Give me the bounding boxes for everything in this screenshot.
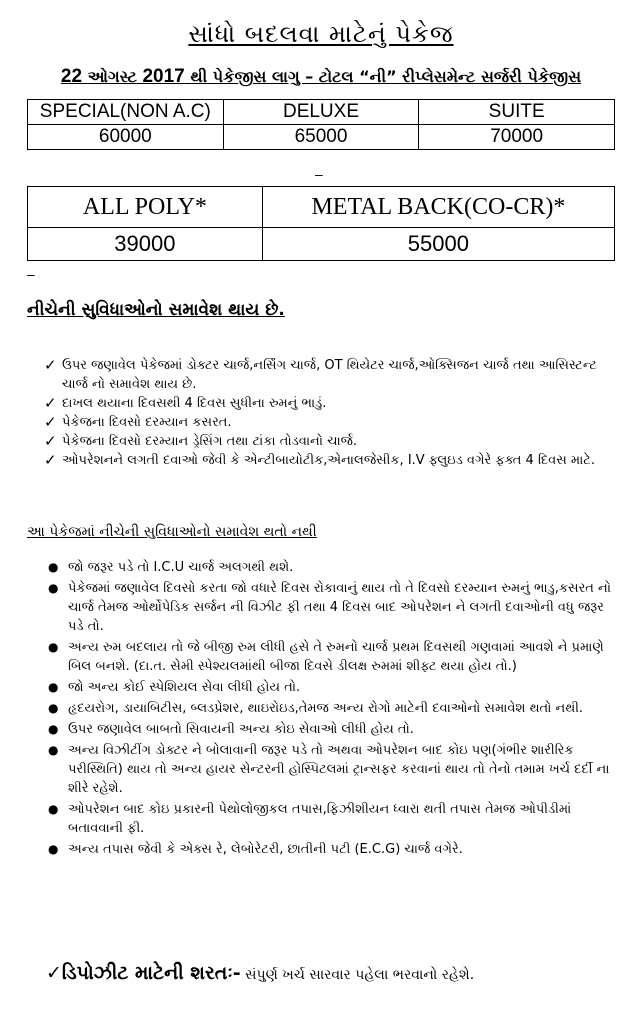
implant-price-table [27, 186, 615, 261]
separator-dash: – [27, 266, 35, 282]
included-item: ✓ દાખલ થયાના દિવસથી 4 દિવસ સુધીના રુમનું ભાડું. [44, 394, 618, 413]
room-type-deluxe: DELUXE [223, 100, 419, 125]
effective-date-subtitle [0, 66, 642, 88]
room-price-table [27, 99, 615, 150]
page-title: સાંધો બદલવા માટેનું પેકેજ [188, 20, 454, 48]
implant-header-row [28, 187, 615, 228]
excluded-heading: આ પેકેજમાં નીચેની સુવિધાઓનો સમાવેશ થતો નથી [27, 524, 317, 540]
price-special: 60000 [28, 125, 224, 150]
price-all-poly: 39000 [28, 228, 263, 261]
room-type-special: SPECIAL(NON A.C) [28, 100, 224, 125]
excluded-item: ● પેકેજમાં જણાવેલ દિવસો કરતા જો વધારે દિવસ રોકાવાનું થાય તો તે દિવસો દરમ્યાન રુમનું ભાડુ,કસરત નો ચાર્જ તેમજ ઓર્થોપેડિક સર્જન ની વિઝીટ ફી તથા 4 દિવસ બાદ ઓપરેશન ને લગતી દવાઓની વધુ જરૂર પડે તો. [46, 579, 618, 636]
deposit-terms [46, 962, 626, 984]
included-item: ✓ પેકેજના દિવસો દરમ્યાન કસરત. [44, 413, 618, 432]
included-item: ✓ ઉપર જણાવેલ પેકેજમાં ડોક્ટર ચાર્જ,નર્સિંગ ચાર્જ, OT થિયેટર ચાર્જ,ઓક્સિજન ચાર્જ તથા આસિસ્ટન્ટ ચાર્જ નો સમાવેશ થાય છે. [44, 356, 618, 394]
room-price-value-row [28, 125, 615, 150]
price-deluxe: 65000 [223, 125, 419, 150]
excluded-item: ● અન્ય રુમ બદલાય તો જે બીજી રુમ લીધી હસે તે રુમનો ચાર્જ પ્રથમ દિવસથી ગણવામાં આવશે ને પ્રમાણે બિલ બનશે. (દા.ત. સેમી સ્પેશ્યલમાંથી બીજા દિવસે ડીલક્ષ રુમમાં શીફ્ટ થયા હોય તો.) [46, 638, 618, 676]
excluded-item: ● જો અન્ય કોઈ સ્પેશિયલ સેવા લીધી હોય તો. [46, 678, 618, 697]
excluded-item: ● અન્ય તપાસ જેવી કે એક્સ રે, લેબોરેટરી, છાતીની પટી (E.C.G) ચાર્જ વગેરે. [46, 840, 618, 859]
implant-metal-back: METAL BACK(CO-CR)* [262, 187, 614, 228]
price-suite: 70000 [419, 125, 615, 150]
included-heading: નીચેની સુવિધાઓનો સમાવેશ થાય છે. [27, 300, 285, 320]
subtitle-month: ઓગસ્ટ [87, 67, 137, 86]
deposit-text: સંપુર્ણ ખર્ચ સારવાર પહેલા ભરવાનો રહેશે. [245, 967, 475, 983]
subtitle-year: 2017 [142, 66, 185, 87]
implant-value-row [28, 228, 615, 261]
included-item: ✓ પેકેજના દિવસો દરમ્યાન ડ્રેસિંગ તથા ટાંકા તોડવાનો ચાર્જ. [44, 432, 618, 451]
excluded-list [46, 558, 618, 861]
subtitle-text: થી પેકેજીસ લાગુ – ટોટલ “ની” રીપ્લેસમેન્ટ સર્જરી પેકેજીસ [190, 67, 582, 86]
excluded-item: ● જો જરૂર પડે તો I.C.U ચાર્જ અલગથી થશે. [46, 558, 618, 577]
room-type-suite: SUITE [419, 100, 615, 125]
subtitle-date: 22 [60, 66, 83, 87]
included-list [44, 356, 618, 470]
excluded-item: ● ઓપરેશન બાદ કોઇ પ્રકારની પેથોલોજીકલ તપાસ,ફિઝીશીયન ધ્વારા થતી તપાસ તેમજ ઓપીડીમાં બતાવવાની ફી. [46, 800, 618, 838]
deposit-label: ✓ડિપોઝીટ માટેની શરતઃ- [46, 962, 241, 984]
price-metal-back: 55000 [262, 228, 614, 261]
implant-all-poly: ALL POLY* [28, 187, 263, 228]
excluded-item: ● અન્ય વિઝીટીંગ ડોક્ટર ને બોલાવાની જરૂર પડે તો અથવા ઓપરેશન બાદ કોઇ પણ(ગંભીર શારીરિક પરીસ્થિતિ) થાય તો અન્ય હાયર સેન્ટરની હોસ્પિટલમાં ટ્રાન્સફર કરવાનાં થાય તો તેનો તમામ ખર્ચ દર્દી ના શીરે રહેશે. [46, 741, 618, 798]
separator-dash: – [315, 166, 323, 182]
included-item: ✓ ઓપરેશનને લગતી દવાઓ જેવી કે એન્ટીબાયોટીક,એનાલજેસીક, I.V ફ્લુઇડ વગેરે ફક્ત 4 દિવસ માટે. [44, 451, 618, 470]
excluded-item: ● હૃદયરોગ, ડાયાબિટીસ, બ્લડપ્રેશર, થાઇરોઇડ,તેમજ અન્ય રોગો માટેની દવાઓનો સમાવેશ થતો નથી. [46, 699, 618, 718]
excluded-item: ● ઉપર જણાવેલ બાબતો સિવાયની અન્ય કોઇ સેવાઓ લીધી હોય તો. [46, 720, 618, 739]
room-price-header-row [28, 100, 615, 125]
